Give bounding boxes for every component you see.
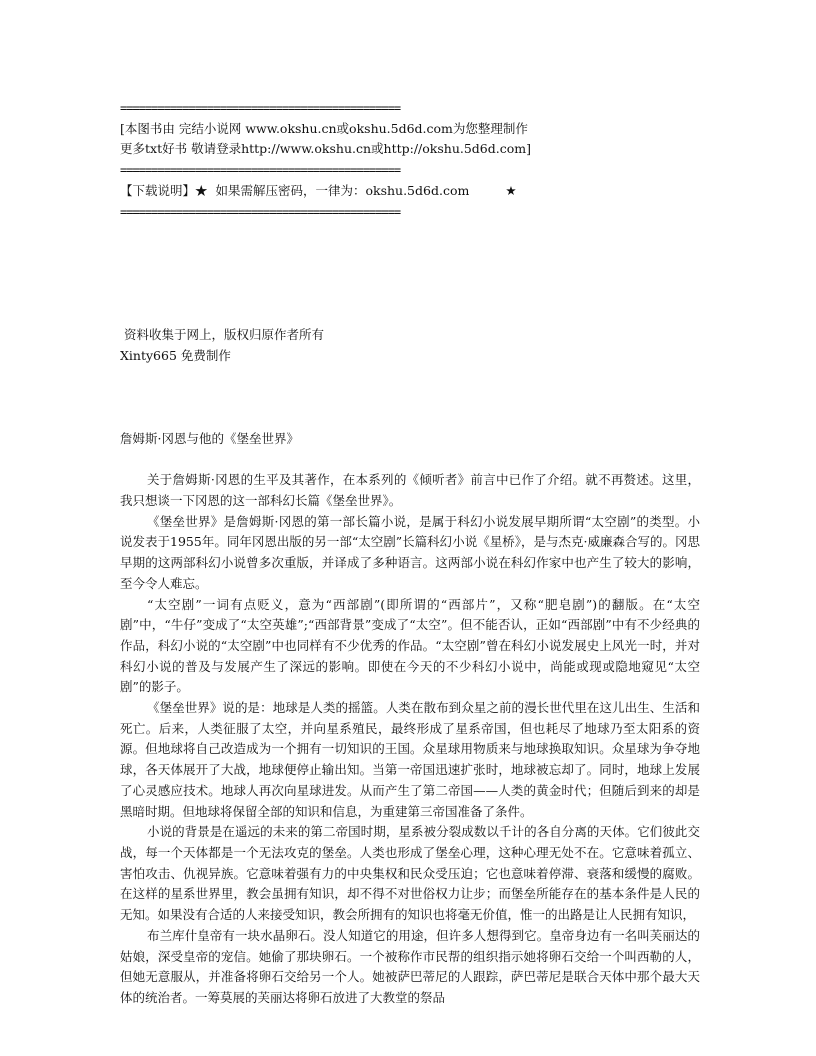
download-note xyxy=(120,181,700,202)
article-paragraph: 关于詹姆斯·冈恩的生平及其著作，在本系列的《倾听者》前言中已作了介绍。就不再赘述。这里，我只想谈一下冈恩的这一部科幻长篇《堡垒世界》。 xyxy=(120,472,700,509)
credits-maker: Xinty665 免费制作 xyxy=(120,347,231,363)
article-paragraph: 《堡垒世界》说的是：地球是人类的摇篮。人类在散布到众星之前的漫长世代里在这儿出生、生活和死亡。后来，人类征服了太空，并向星系殖民，最终形成了星系帝国，但也耗尽了地球乃至太阳系的资源。但地球将自己改造成为一个拥有一切知识的王国。众星球用物质来与地球换取知识。众星球为争夺地球，各天体展开了大战，地球便停止输出知。当第一帝国迅速扩张时，地球被忘却了。同时，地球上发展了心灵感应技术。地球人再次向星球进发。从而产生了第二帝国——人类的黄金时代；但随后到来的却是黑暗时期。但地球将保留全部的知识和信息，为重建第三帝国准备了条件。 xyxy=(120,700,700,819)
credits-copyright: 资料收集于网上，版权归原作者所有 xyxy=(120,327,324,343)
article-title: 詹姆斯·冈恩与他的《堡垒世界》 xyxy=(120,430,299,446)
article-paragraph: 《堡垒世界》是詹姆斯·冈恩的第一部长篇小说，是属于科幻小说发展早期所谓“太空剧”的类型。小说发表于1955年。同年冈恩出版的另一部“太空剧”长篇科幻小说《星桥》，是与杰克·威廉森合写的。冈思早期的这两部科幻小说曾多次重版，并译成了多种语言。这两部小说在科幻作家中也产生了较大的影响，至今令人难忘。 xyxy=(120,513,700,591)
download-password-text: 如果需解压密码，一律为：okshu.5d6d.com xyxy=(215,182,470,198)
header-source-line: [本图书由 完结小说网 www.okshu.cn或okshu.5d6d.com为您整理制作 xyxy=(120,120,528,136)
separator-line: ============================================= xyxy=(120,101,401,115)
separator-line: ============================================= xyxy=(120,163,401,178)
document-body xyxy=(120,98,700,1009)
article-paragraph: 布兰库什皇帝有一块水晶卵石。没人知道它的用途，但许多人想得到它。皇帝身边有一名叫芙丽达的姑娘，深受皇帝的宠信。她偷了那块卵石。一个被称作市民帮的组织指示她将卵石交给一个叫西勒的人，但她无意服从，并准备将卵石交给另一个人。她被萨巴蒂尼的人跟踪，萨巴蒂尼是联合天体中那个最大天体的统治者。一筹莫展的芙丽达将卵石放进了大教堂的祭品 xyxy=(120,927,700,1005)
article-paragraph: “太空剧”一词有点贬义，意为“西部剧”(即所谓的“西部片”，又称“肥皂剧”)的翻版。在“太空剧”中，“牛仔”变成了“太空英雄”;“西部背景”变成了“太空”。但不能否认，正如“西部剧”中有不少经典的作品，科幻小说的“太空剧”中也同样有不少优秀的作品。“太空剧”曾在科幻小说发展史上风光一时，并对科幻小说的普及与发展产生了深远的影响。即使在今天的不少科幻小说中，尚能或现或隐地窥见“太空剧”的影子。 xyxy=(120,596,700,695)
download-label: 【下载说明】★ xyxy=(120,182,208,198)
header-website-line: 更多txt好书 敬请登录http://www.okshu.cn或http://okshu.5d6d.com] xyxy=(120,141,531,157)
star-icon: ★ xyxy=(505,182,517,198)
article-paragraph: 小说的背景是在遥远的未来的第二帝国时期，星系被分裂成数以千计的各自分离的天体。它们彼此交战，每一个天体都是一个无法攻克的堡垒。人类也形成了堡垒心理，这种心理无处不在。它意味着孤立、害怕攻击、仇视异族。它意味着强有力的中央集权和民众受压迫；它也意味着停滞、衰落和缓慢的腐败。在这样的星系世界里，教会虽拥有知识，却不得不对世俗权力让步；而堡垒所能存在的基本条件是人民的无知。如果没有合适的人来接受知识，教会所拥有的知识也将毫无价值，惟一的出路是让人民拥有知识， xyxy=(120,824,700,923)
separator-line: ============================================= xyxy=(120,204,401,219)
